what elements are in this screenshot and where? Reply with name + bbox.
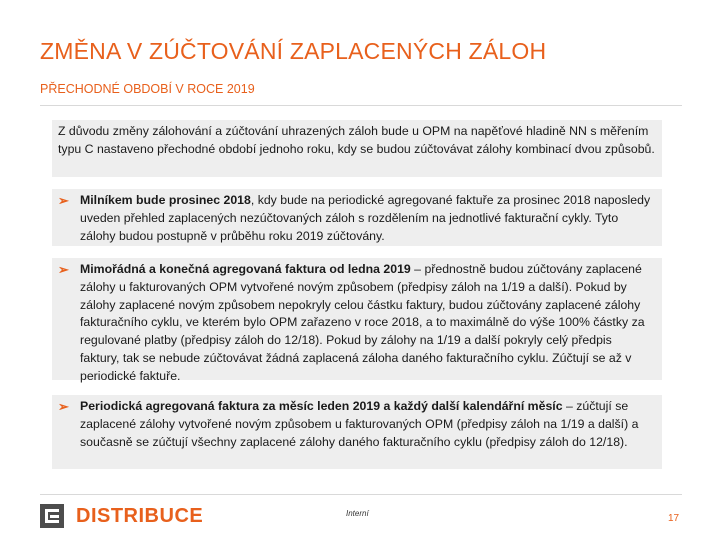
- page-number: 17: [668, 513, 680, 524]
- intro-box: [52, 120, 662, 177]
- company-logo: [40, 503, 203, 529]
- bullet-text: – zúčtují se zaplacené zálohy vytvořené novým způsobem u fakturovaných OPM (předpisy záloh na 1/19 a další) a současně se zúčtují všechny zaplacené zálohy daného fakturačního cyklu (předpisy záloh do 12/18).: [80, 399, 639, 449]
- bullet-text: – přednostně budou zúčtovány zaplacené zálohy u fakturovaných OPM vytvořené novým způsobem (předpisy záloh na 1/19 a další). Pokud by zálohy zaplacené novým způsobem nepokryly celou částku faktury, budou zúčtovány zaplacené zálohy fakturačního cyklu, ve kterém bylo OPM zařazeno v roce 2018, a to maximálně do výše 100% částky za regulované platby (předpisy záloh do 12/18). Pokud by zálohy na 1/19 a další pokryly celý předpis faktury, tak se nebude zúčtovávat žádná zaplacená záloha daného fakturačního cyklu. Zúčtují se až v periodické faktuře.: [80, 262, 645, 383]
- arrow-bullet-icon: ➢: [58, 262, 69, 277]
- arrow-bullet-icon: ➢: [58, 399, 69, 414]
- bullet-box-milestone: [52, 189, 662, 246]
- bullet-lead: Periodická agregovaná faktura za měsíc leden 2019 a každý další kalendářní měsíc: [80, 399, 563, 413]
- page-title: ZMĚNA V ZÚČTOVÁNÍ ZAPLACENÝCH ZÁLOH: [40, 38, 547, 64]
- footer-divider: [40, 494, 682, 495]
- classification-label: Interní: [346, 509, 369, 518]
- bullet-text: , kdy bude na periodické agregované faktuře za prosinec 2018 naposledy uveden přehled zaplacených nezúčtovaných záloh s rozdělením na jednotlivé fakturační cykly. Tyto zálohy budou postupně v průběhu roku 2019 zúčtovány.: [80, 193, 651, 243]
- bullet-lead: Mimořádná a konečná agregovaná faktura od ledna 2019: [80, 262, 411, 276]
- header-divider: [40, 105, 682, 106]
- bullet-lead: Milníkem bude prosinec 2018: [80, 193, 251, 207]
- arrow-bullet-icon: ➢: [58, 193, 69, 208]
- intro-text: Z důvodu změny zálohování a zúčtování uhrazených záloh bude u OPM na napěťové hladině NN s měřením typu C nastaveno přechodné období jednoho roku, kdy se budou zúčtovávat zálohy kombinací dvou způsobů.: [58, 124, 655, 156]
- bullet-box-extraordinary-invoice: [52, 258, 662, 383]
- logo-text: DISTRIBUCE: [76, 504, 204, 527]
- logo-mark-icon: [40, 504, 64, 528]
- bullet-box-periodic-invoice: [52, 395, 662, 469]
- page-subtitle: PŘECHODNÉ OBDOBÍ V ROCE 2019: [40, 82, 255, 96]
